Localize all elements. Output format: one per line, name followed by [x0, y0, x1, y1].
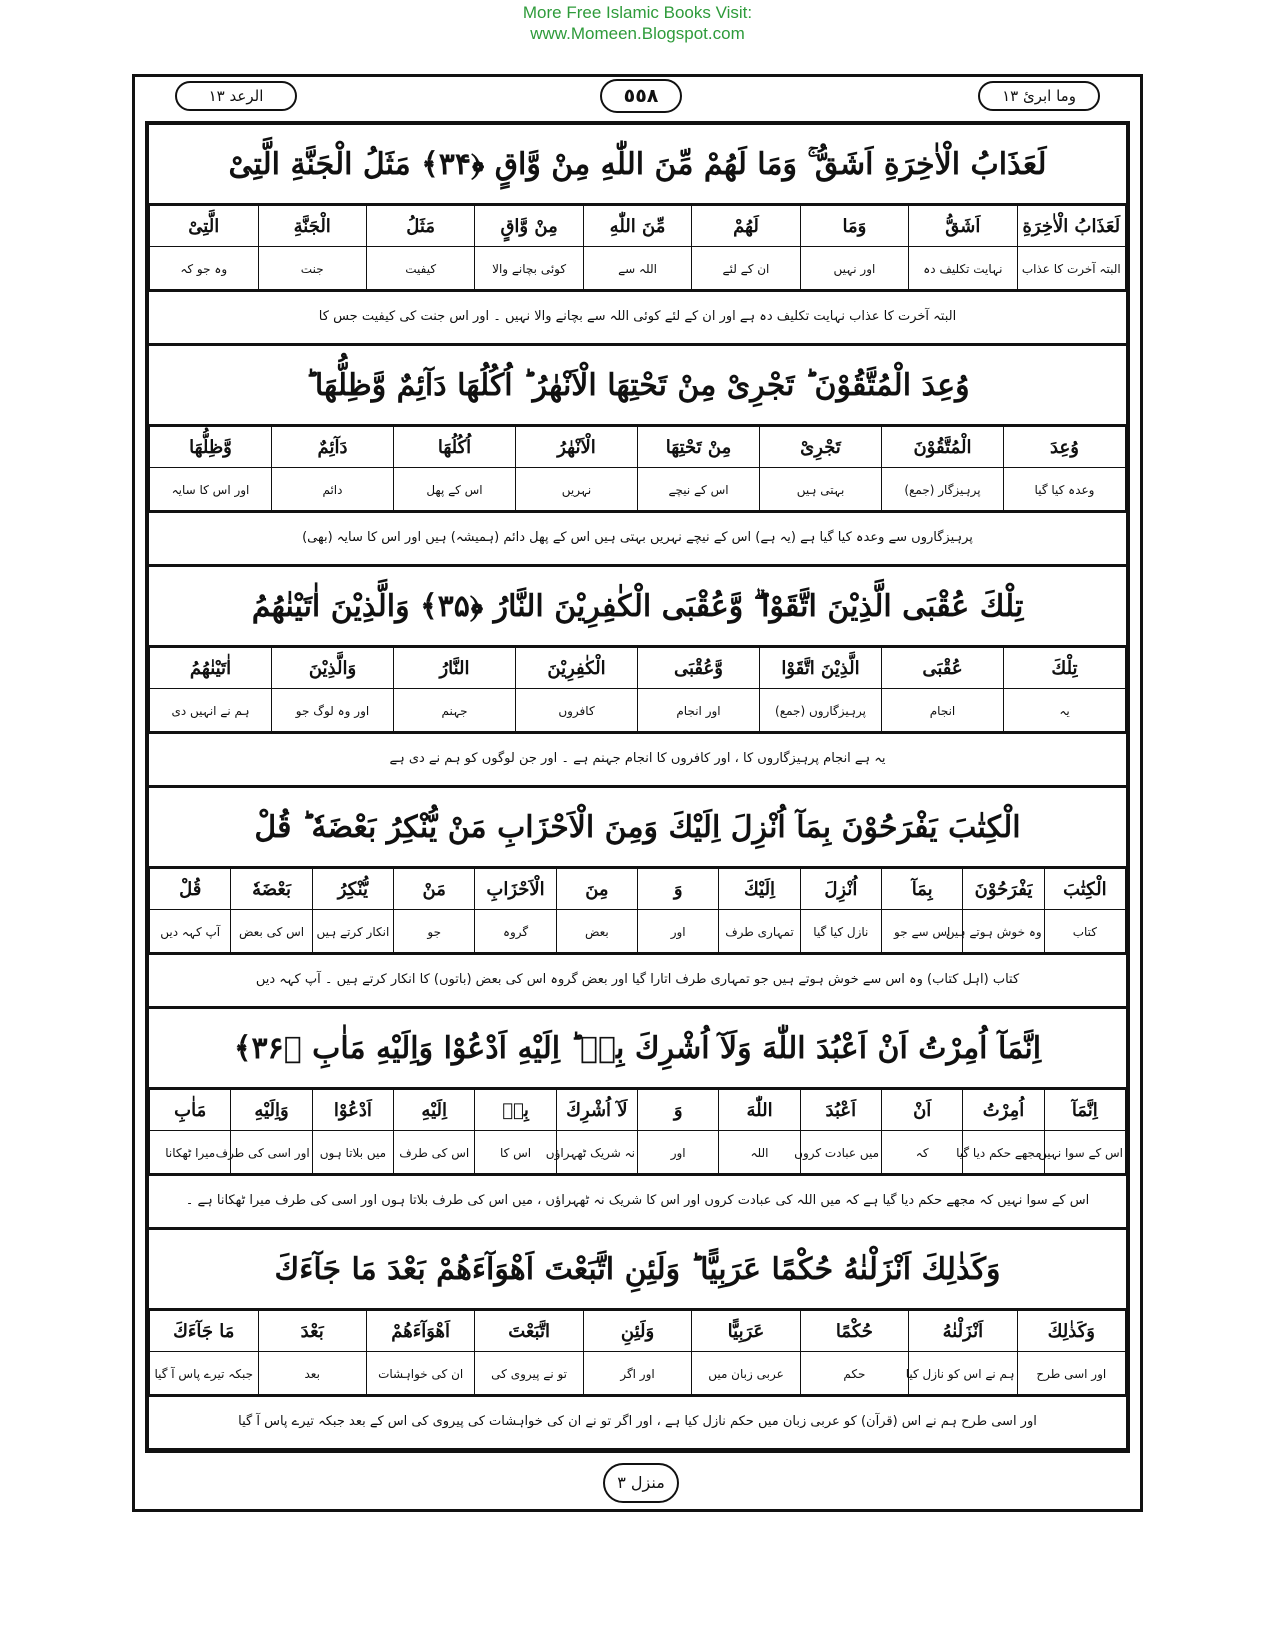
- word-meaning-cell: اور وہ لوگ جو: [272, 689, 394, 734]
- word-arabic-cell: يُّنْكِرُ: [312, 869, 393, 910]
- manzil-label: منزل ۳: [603, 1463, 679, 1503]
- word-meaning-cell: اور: [638, 1131, 719, 1176]
- word-meaning-cell: پرہیزگاروں (جمع): [760, 689, 882, 734]
- word-arabic-cell: اُنْزِلَ: [800, 869, 881, 910]
- word-by-word-table: [149, 1089, 1126, 1176]
- word-meaning-cell: البتہ آخرت کا عذاب: [1017, 247, 1125, 292]
- word-meaning-cell: بہتی ہیں: [760, 468, 882, 513]
- word-arabic-cell: عَرَبِيًّا: [692, 1311, 800, 1352]
- word-arabic-cell: الْكٰفِرِيْنَ: [516, 648, 638, 689]
- arabic-verse-line: تِلْكَ عُقْبَى الَّذِيْنَ اتَّقَوْا ۖۗ وَّعُقْبَى الْكٰفِرِيْنَ النَّارُ ﴿۳۵﴾ وَالَّذِيْنَ اٰتَيْنٰهُمُ: [149, 567, 1126, 647]
- word-meaning-cell: وہ خوش ہوتے ہیں: [963, 910, 1044, 955]
- word-meaning-cell: اور: [638, 910, 719, 955]
- word-arabic-cell: قُلْ: [150, 869, 231, 910]
- arabic-verse-line: لَعَذَابُ الْاٰخِرَةِ اَشَقُّ ۚ وَمَا لَهُمْ مِّنَ اللّٰهِ مِنْ وَّاقٍ ﴿۳۴﴾ مَثَلُ الْجَنَّةِ الَّتِىْ: [149, 125, 1126, 205]
- page-frame: [132, 74, 1143, 1512]
- word-arabic-cell: الْاَنْهٰرُ: [516, 427, 638, 468]
- word-arabic-cell: دَآئِمٌ: [272, 427, 394, 468]
- word-meaning-cell: میرا ٹھکانا: [150, 1131, 231, 1176]
- word-arabic-cell: اَهْوَآءَهُمْ: [366, 1311, 474, 1352]
- word-arabic-cell: وَّظِلُّهَا: [150, 427, 272, 468]
- word-arabic-cell: مَنْ: [394, 869, 475, 910]
- word-meaning-cell: اور اسی طرح: [1017, 1352, 1125, 1397]
- word-arabic-cell: بَعْضَهٗ: [231, 869, 312, 910]
- word-meaning-cell: اور اگر: [583, 1352, 691, 1397]
- word-meaning-cell: اور اس کا سایہ: [150, 468, 272, 513]
- verse-block: [149, 125, 1126, 346]
- word-arabic-cell: وَمَا: [800, 206, 908, 247]
- word-meaning-cell: دائم: [272, 468, 394, 513]
- word-meaning-cell: کتاب: [1044, 910, 1125, 955]
- word-meaning-cell: جبکہ تیرے پاس آ گیا: [150, 1352, 259, 1397]
- word-arabic-cell: وَلَئِنِ: [583, 1311, 691, 1352]
- watermark: [0, 2, 1275, 44]
- word-meaning-cell: اس کے پھل: [394, 468, 516, 513]
- word-by-word-table: [149, 647, 1126, 734]
- word-meaning-cell: حکم: [800, 1352, 908, 1397]
- word-meaning-cell: اس کے سوا نہیں: [1044, 1131, 1125, 1176]
- word-meaning-cell: اس کی بعض: [231, 910, 312, 955]
- word-meaning-cell: اللہ سے: [583, 247, 691, 292]
- verse-block: [149, 346, 1126, 567]
- word-arabic-cell: اَنْ: [882, 1090, 963, 1131]
- word-arabic-cell: اَنْزَلْنٰهُ: [909, 1311, 1017, 1352]
- word-arabic-cell: وَ: [638, 869, 719, 910]
- word-arabic-cell: النَّارُ: [394, 648, 516, 689]
- word-by-word-table: [149, 1310, 1126, 1397]
- word-by-word-table: [149, 205, 1126, 292]
- word-arabic-cell: بِمَآ: [882, 869, 963, 910]
- word-arabic-cell: الْكِتٰبَ: [1044, 869, 1125, 910]
- word-meaning-cell: ان کی خواہشات: [366, 1352, 474, 1397]
- word-arabic-cell: الَّذِيْنَ اتَّقَوْا: [760, 648, 882, 689]
- word-meaning-cell: پرہیزگار (جمع): [882, 468, 1004, 513]
- word-meaning-cell: مجھے حکم دیا گیا: [963, 1131, 1044, 1176]
- word-meaning-cell: اور اسی کی طرف: [231, 1131, 312, 1176]
- word-by-word-table: [149, 426, 1126, 513]
- juz-label: وما ابرئ ١٣: [978, 81, 1100, 111]
- word-meaning-cell: اس سے جو: [882, 910, 963, 955]
- verse-block: [149, 1009, 1126, 1230]
- urdu-translation-line: اور اسی طرح ہم نے اس (قرآن) کو عربی زبان میں حکم نازل کیا ہے ، اور اگر تو نے ان کی خواہشات کی پیروی کی اس کے بعد جبکہ تیرے پاس آ گیا: [149, 1394, 1126, 1451]
- word-arabic-cell: وَ: [638, 1090, 719, 1131]
- word-meaning-cell: انجام: [882, 689, 1004, 734]
- urdu-translation-line: اس کے سوا نہیں کہ مجھے حکم دیا گیا ہے کہ میں اللہ کی عبادت کروں اور اس کا شریک نہ ٹھہراؤں ، میں اس کی طرف بلاتا ہوں اور اسی کی طرف میرا ٹھکانا ہے ۔: [149, 1173, 1126, 1230]
- word-meaning-cell: جو: [394, 910, 475, 955]
- word-meaning-cell: اس کے نیچے: [638, 468, 760, 513]
- urdu-translation-line: البتہ آخرت کا عذاب نہایت تکلیف دہ ہے اور ان کے لئے کوئی اللہ سے بچانے والا نہیں ۔ اور اس جنت کی کیفیت جس کا: [149, 289, 1126, 346]
- word-meaning-cell: نہ شریک ٹھہراؤں: [556, 1131, 637, 1176]
- urdu-translation-line: یہ ہے انجام پرہیزگاروں کا ، اور کافروں کا انجام جہنم ہے ۔ اور جن لوگوں کو ہم نے دی ہے: [149, 731, 1126, 788]
- word-arabic-cell: مِّنَ اللّٰهِ: [583, 206, 691, 247]
- word-arabic-cell: بِهٖ: [475, 1090, 556, 1131]
- word-meaning-cell: بعض: [556, 910, 637, 955]
- word-arabic-cell: لَآ اُشْرِكَ: [556, 1090, 637, 1131]
- word-arabic-cell: اَشَقُّ: [909, 206, 1017, 247]
- word-arabic-cell: حُكْمًا: [800, 1311, 908, 1352]
- word-meaning-cell: اور انجام: [638, 689, 760, 734]
- word-meaning-cell: ہم نے انہیں دی: [150, 689, 272, 734]
- word-meaning-cell: نازل کیا گیا: [800, 910, 881, 955]
- word-meaning-cell: جنت: [258, 247, 366, 292]
- word-arabic-cell: اللّٰهَ: [719, 1090, 800, 1131]
- word-arabic-cell: وَّعُقْبَى: [638, 648, 760, 689]
- word-arabic-cell: وَكَذٰلِكَ: [1017, 1311, 1125, 1352]
- word-arabic-cell: تِلْكَ: [1004, 648, 1126, 689]
- word-arabic-cell: اِلَيْهِ: [394, 1090, 475, 1131]
- watermark-line-1: More Free Islamic Books Visit:: [522, 3, 753, 22]
- word-arabic-cell: اُكُلُهَا: [394, 427, 516, 468]
- word-arabic-cell: وَاِلَيْهِ: [231, 1090, 312, 1131]
- word-meaning-cell: تو نے پیروی کی: [475, 1352, 583, 1397]
- word-arabic-cell: عُقْبَى: [882, 648, 1004, 689]
- word-arabic-cell: مَا جَآءَكَ: [150, 1311, 259, 1352]
- word-arabic-cell: لَهُمْ: [692, 206, 800, 247]
- word-meaning-cell: انکار کرتے ہیں: [312, 910, 393, 955]
- word-arabic-cell: الَّتِىْ: [150, 206, 259, 247]
- word-meaning-cell: گروہ: [475, 910, 556, 955]
- word-meaning-cell: یہ: [1004, 689, 1126, 734]
- watermark-line-2[interactable]: www.Momeen.Blogspot.com: [530, 24, 745, 43]
- word-arabic-cell: الْاَحْزَابِ: [475, 869, 556, 910]
- word-meaning-cell: آپ کہہ دیں: [150, 910, 231, 955]
- word-meaning-cell: میں بلاتا ہوں: [312, 1131, 393, 1176]
- surah-label: الرعد ١٣: [175, 81, 297, 111]
- urdu-translation-line: پرہیزگاروں سے وعدہ کیا گیا ہے (یہ ہے) اس کے نیچے نہریں بہتی ہیں اس کے پھل دائم (ہمیشہ) ہیں اور اس کا سایہ (بھی): [149, 510, 1126, 567]
- word-arabic-cell: مِنَ: [556, 869, 637, 910]
- word-meaning-cell: جہنم: [394, 689, 516, 734]
- word-meaning-cell: تمہاری طرف: [719, 910, 800, 955]
- word-arabic-cell: اُمِرْتُ: [963, 1090, 1044, 1131]
- verse-block: [149, 1230, 1126, 1451]
- word-arabic-cell: اِلَيْكَ: [719, 869, 800, 910]
- word-arabic-cell: مَاٰبِ: [150, 1090, 231, 1131]
- word-arabic-cell: مَثَلُ: [366, 206, 474, 247]
- word-arabic-cell: يَفْرَحُوْنَ: [963, 869, 1044, 910]
- word-meaning-cell: وہ جو کہ: [150, 247, 259, 292]
- word-arabic-cell: مِنْ وَّاقٍ: [475, 206, 583, 247]
- word-meaning-cell: کہ: [882, 1131, 963, 1176]
- page-number: ٥٥٨: [600, 79, 682, 113]
- word-arabic-cell: الْمُتَّقُوْنَ: [882, 427, 1004, 468]
- word-arabic-cell: اٰتَيْنٰهُمُ: [150, 648, 272, 689]
- verse-block: [149, 788, 1126, 1009]
- arabic-verse-line: الْكِتٰبَ يَفْرَحُوْنَ بِمَآ اُنْزِلَ اِلَيْكَ وَمِنَ الْاَحْزَابِ مَنْ يُّنْكِرُ بَعْضَهٗ ؕ قُلْ: [149, 788, 1126, 868]
- word-meaning-cell: ہم نے اس کو نازل کیا: [909, 1352, 1017, 1397]
- word-arabic-cell: الْجَنَّةِ: [258, 206, 366, 247]
- word-meaning-cell: بعد: [258, 1352, 366, 1397]
- word-meaning-cell: ان کے لئے: [692, 247, 800, 292]
- word-meaning-cell: کیفیت: [366, 247, 474, 292]
- word-meaning-cell: کوئی بچانے والا: [475, 247, 583, 292]
- arabic-verse-line: اِنَّمَآ اُمِرْتُ اَنْ اَعْبُدَ اللّٰهَ وَلَآ اُشْرِكَ بِهٖ ؕ اِلَيْهِ اَدْعُوْا وَاِلَيْهِ مَاٰبِ ﴿۳۶﴾: [149, 1009, 1126, 1089]
- word-arabic-cell: اَعْبُدَ: [800, 1090, 881, 1131]
- content-frame: [145, 121, 1130, 1453]
- word-meaning-cell: اس کا: [475, 1131, 556, 1176]
- word-meaning-cell: اور نہیں: [800, 247, 908, 292]
- word-arabic-cell: اَدْعُوْا: [312, 1090, 393, 1131]
- word-arabic-cell: بَعْدَ: [258, 1311, 366, 1352]
- word-meaning-cell: نہریں: [516, 468, 638, 513]
- urdu-translation-line: کتاب (اہل کتاب) وہ اس سے خوش ہوتے ہیں جو تمہاری طرف اتارا گیا اور بعض گروہ اس کی بعض (باتوں) کا انکار کرتے ہیں ۔ آپ کہہ دیں: [149, 952, 1126, 1009]
- word-meaning-cell: عربی زبان میں: [692, 1352, 800, 1397]
- arabic-verse-line: وَكَذٰلِكَ اَنْزَلْنٰهُ حُكْمًا عَرَبِيًّا ؕ وَلَئِنِ اتَّبَعْتَ اَهْوَآءَهُمْ بَعْدَ مَا جَآءَكَ: [149, 1230, 1126, 1310]
- word-arabic-cell: اتَّبَعْتَ: [475, 1311, 583, 1352]
- word-meaning-cell: وعدہ کیا گیا: [1004, 468, 1126, 513]
- word-arabic-cell: وُعِدَ: [1004, 427, 1126, 468]
- word-meaning-cell: اس کی طرف: [394, 1131, 475, 1176]
- word-meaning-cell: اللہ: [719, 1131, 800, 1176]
- word-arabic-cell: اِنَّمَآ: [1044, 1090, 1125, 1131]
- word-arabic-cell: وَالَّذِيْنَ: [272, 648, 394, 689]
- verse-block: [149, 567, 1126, 788]
- arabic-verse-line: وُعِدَ الْمُتَّقُوْنَ ؕ تَجْرِىْ مِنْ تَحْتِهَا الْاَنْهٰرُ ؕ اُكُلُهَا دَآئِمٌ وَّظِلُّهَا ؕ: [149, 346, 1126, 426]
- word-meaning-cell: کافروں: [516, 689, 638, 734]
- word-meaning-cell: میں عبادت کروں: [800, 1131, 881, 1176]
- word-arabic-cell: لَعَذَابُ الْاٰخِرَةِ: [1017, 206, 1125, 247]
- word-arabic-cell: تَجْرِىْ: [760, 427, 882, 468]
- word-by-word-table: [149, 868, 1126, 955]
- word-meaning-cell: نہایت تکلیف دہ: [909, 247, 1017, 292]
- word-arabic-cell: مِنْ تَحْتِهَا: [638, 427, 760, 468]
